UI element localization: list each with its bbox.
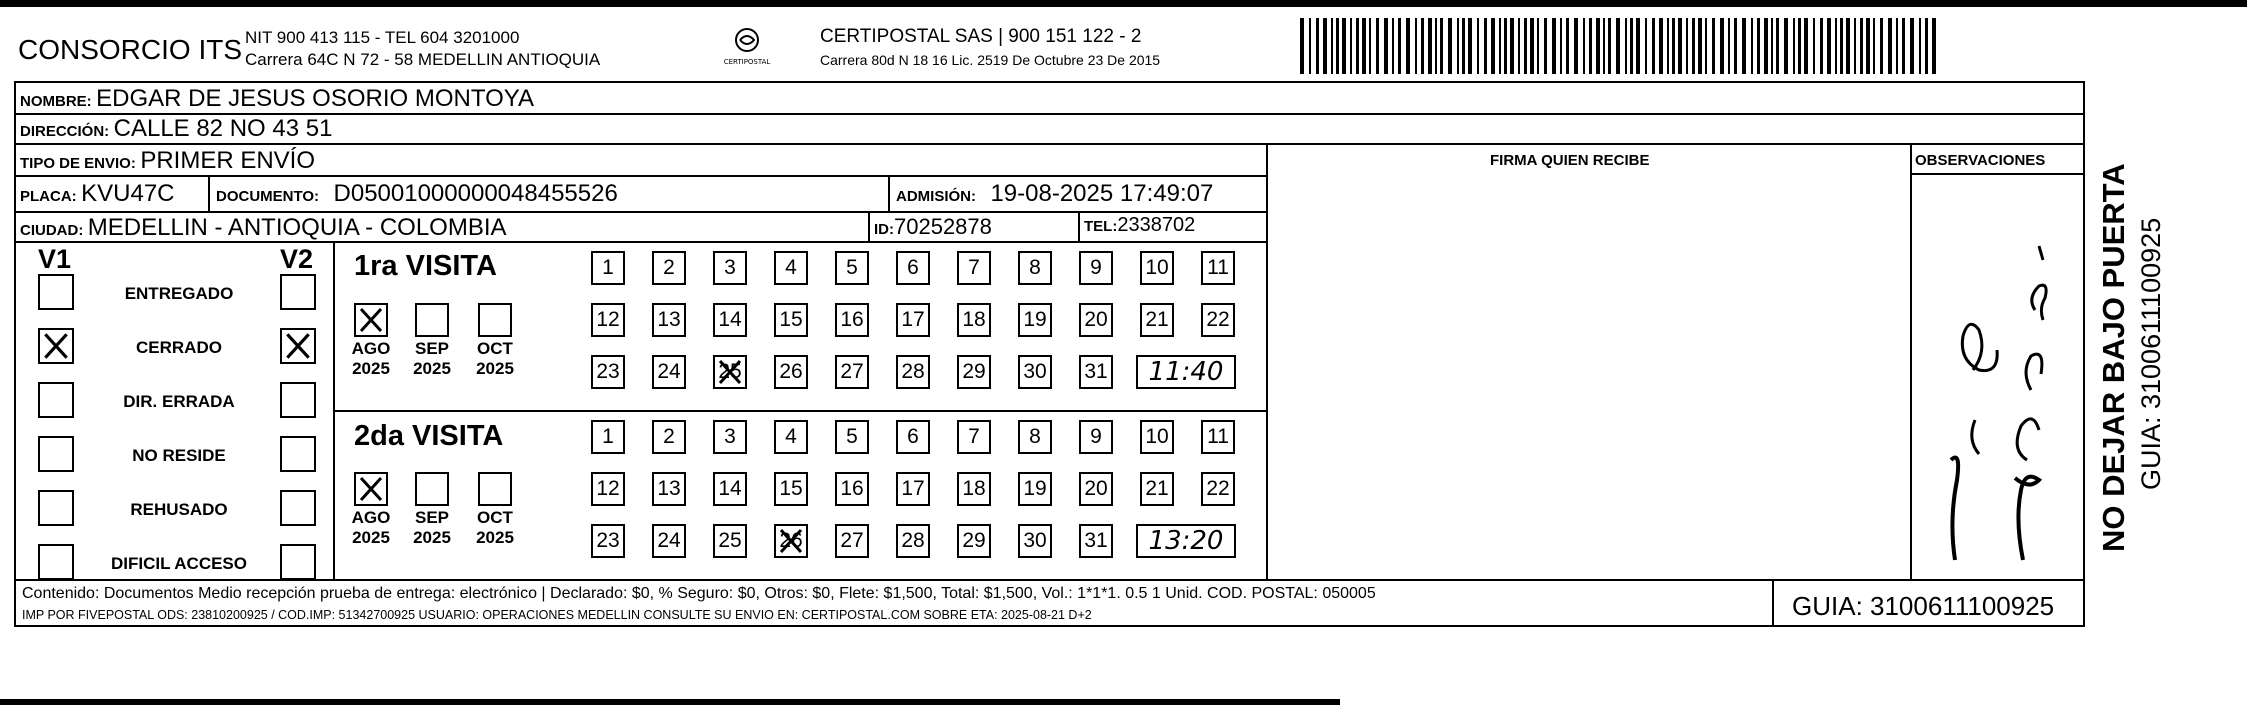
barcode-bar	[1398, 18, 1401, 74]
barcode-bar	[1583, 18, 1585, 74]
barcode-bar	[1457, 18, 1459, 74]
barcode-bar	[1705, 18, 1707, 74]
day-box[interactable]: 13	[652, 303, 686, 337]
day-box[interactable]: 8	[1018, 251, 1052, 285]
day-box[interactable]: 26	[774, 355, 808, 389]
barcode-bar	[1323, 18, 1327, 74]
day-box[interactable]: 5	[835, 251, 869, 285]
status-label: NO RESIDE	[132, 446, 226, 465]
status-label: CERRADO	[136, 338, 222, 357]
barcode-bar	[1771, 18, 1773, 74]
day-box[interactable]: 29	[957, 355, 991, 389]
barcode-bar	[1873, 18, 1875, 74]
id-row	[874, 214, 992, 240]
v1-checkbox[interactable]	[38, 436, 74, 472]
barcode-bar	[1484, 18, 1487, 74]
documento-value: D05001000000048455526	[333, 180, 618, 207]
barcode-bar	[1560, 18, 1562, 74]
barcode-bar	[1764, 18, 1768, 74]
barcode-bar	[1491, 18, 1495, 74]
day-box[interactable]: 21	[1140, 303, 1174, 337]
bottom-edge-rule	[0, 699, 1340, 705]
status-label: DIFICIL ACCESO	[110, 554, 247, 573]
day-box[interactable]: 4	[774, 251, 808, 285]
day-box[interactable]: 24	[652, 355, 686, 389]
day-box[interactable]: 12	[591, 303, 625, 337]
certipostal-license: Carrera 80d N 18 16 Lic. 2519 De Octubre 23 De 2015	[820, 52, 1161, 68]
day-box[interactable]: 7	[957, 251, 991, 285]
id-value: 70252878	[894, 214, 992, 239]
v2-checkbox[interactable]	[280, 328, 316, 364]
barcode-bar	[1820, 18, 1823, 74]
barcode-bar	[1440, 18, 1443, 74]
barcode-bar	[1574, 18, 1578, 74]
barcode-bar	[1428, 18, 1432, 74]
v2-checkbox[interactable]	[280, 544, 316, 580]
tel-row	[1084, 214, 1195, 237]
barcode-bar	[1751, 18, 1753, 74]
day-box[interactable]: 25	[713, 355, 747, 389]
day-box[interactable]: 25	[713, 524, 747, 558]
day-box[interactable]: 14	[713, 472, 747, 506]
tel-value: 2338702	[1117, 214, 1196, 236]
barcode-bar	[1589, 18, 1592, 74]
footer-contenido: Contenido: Documentos Medio recepción prueba de entrega: electrónico | Declarado: $0, % Seguro: $0, Otros: $0, Flete: $1,500, Total: $1,500, Vol.: 1*1*1. 0.5 1 Unid. COD. POSTAL: 050005	[22, 585, 1376, 602]
barcode-bar	[1356, 18, 1359, 74]
day-box[interactable]: 11	[1201, 251, 1235, 285]
day-box[interactable]: 18	[957, 472, 991, 506]
admision-row	[896, 180, 1213, 208]
barcode-bar	[1406, 18, 1410, 74]
barcode-bar	[1896, 18, 1898, 74]
barcode-bar	[1336, 18, 1339, 74]
day-box[interactable]: 20	[1079, 472, 1113, 506]
barcode-bar	[1659, 18, 1663, 74]
tipo-label: TIPO DE ENVIO:	[20, 155, 136, 172]
v1-label: V1	[38, 244, 72, 274]
barcode-bar	[1504, 18, 1507, 74]
day-box[interactable]: 3	[713, 251, 747, 285]
day-box[interactable]: 3	[713, 420, 747, 454]
barcode-bar	[1530, 18, 1534, 74]
barcode-bar	[1537, 18, 1539, 74]
day-box[interactable]: 10	[1140, 251, 1174, 285]
barcode-bar	[1793, 18, 1795, 74]
ciudad-value: MEDELLIN - ANTIOQUIA - COLOMBIA	[87, 214, 507, 241]
barcode-bar	[1728, 18, 1730, 74]
day-box[interactable]: 15	[774, 303, 808, 337]
barcode-bar	[1925, 18, 1928, 74]
v2-checkbox[interactable]	[280, 436, 316, 472]
placa-row	[20, 180, 175, 208]
month-checkbox[interactable]	[478, 472, 512, 506]
barcode-bar	[1625, 18, 1627, 74]
barcode-bar	[1846, 18, 1850, 74]
month-label	[341, 508, 401, 548]
barcode-bar	[1645, 18, 1647, 74]
day-box[interactable]: 11	[1201, 420, 1235, 454]
barcode-bar	[1384, 18, 1388, 74]
day-box[interactable]: 6	[896, 251, 930, 285]
day-box[interactable]: 22	[1201, 303, 1235, 337]
day-box[interactable]: 30	[1018, 524, 1052, 558]
footer-guia: GUIA: 3100611100925	[1792, 591, 2055, 621]
day-box[interactable]: 27	[835, 524, 869, 558]
v2-checkbox[interactable]	[280, 382, 316, 418]
month-name: OCT	[477, 508, 513, 527]
barcode-bar	[1712, 18, 1715, 74]
day-box[interactable]: 19	[1018, 472, 1052, 506]
day-box[interactable]: 10	[1140, 420, 1174, 454]
barcode-bar	[1932, 18, 1936, 74]
day-box[interactable]: 28	[896, 524, 930, 558]
barcode-bar	[1518, 18, 1520, 74]
barcode-bar	[1734, 18, 1737, 74]
day-box[interactable]: 31	[1079, 355, 1113, 389]
ciudad-row	[20, 214, 507, 242]
day-mark	[715, 357, 745, 387]
month-year: 2025	[413, 359, 451, 378]
month-year: 2025	[476, 528, 514, 547]
day-box[interactable]: 2	[652, 420, 686, 454]
visit2-title: 2da VISITA	[354, 420, 504, 452]
direccion-label: DIRECCIÓN:	[20, 123, 110, 140]
barcode-bar	[1369, 18, 1371, 74]
day-box[interactable]: 8	[1018, 420, 1052, 454]
day-box[interactable]: 21	[1140, 472, 1174, 506]
day-box[interactable]: 19	[1018, 303, 1052, 337]
month-label	[402, 339, 462, 379]
day-box[interactable]: 9	[1079, 420, 1113, 454]
status-label: ENTREGADO	[124, 284, 234, 303]
visit1-title: 1ra VISITA	[354, 250, 497, 282]
day-box[interactable]: 23	[591, 524, 625, 558]
barcode-bar	[1499, 18, 1501, 74]
side-warning: NO DEJAR BAJO PUERTA	[2096, 163, 2131, 552]
month-year: 2025	[413, 528, 451, 547]
barcode-bar	[1910, 18, 1914, 74]
day-box[interactable]: 18	[957, 303, 991, 337]
barcode-bar	[1616, 18, 1620, 74]
barcode-bar	[1630, 18, 1633, 74]
day-box[interactable]: 15	[774, 472, 808, 506]
nombre-value: EDGAR DE JESUS OSORIO MONTOYA	[96, 85, 534, 112]
status-label: REHUSADO	[130, 500, 228, 519]
month-year: 2025	[476, 359, 514, 378]
barcode-bar	[1902, 18, 1905, 74]
day-box[interactable]: 17	[896, 303, 930, 337]
v1-checkbox[interactable]	[38, 328, 74, 364]
barcode-bar	[1813, 18, 1815, 74]
day-box[interactable]: 28	[896, 355, 930, 389]
month-name: AGO	[351, 339, 391, 358]
month-label	[465, 339, 525, 379]
month-checkbox[interactable]	[478, 303, 512, 337]
day-box[interactable]: 17	[896, 472, 930, 506]
admision-label: ADMISIÓN:	[896, 188, 976, 205]
documento-label: DOCUMENTO:	[216, 188, 320, 205]
certipostal-logo	[712, 26, 782, 72]
visit-time-box[interactable]: 11:40	[1136, 355, 1236, 389]
tipo-row	[20, 147, 315, 175]
v2-checkbox[interactable]	[280, 274, 316, 310]
barcode-bar	[1888, 18, 1892, 74]
barcode	[1300, 18, 1940, 74]
barcode-bar	[1468, 18, 1472, 74]
day-box[interactable]: 14	[713, 303, 747, 337]
month-name: AGO	[351, 508, 391, 527]
barcode-bar	[1804, 18, 1808, 74]
month-checkbox[interactable]	[354, 472, 388, 506]
month-checkbox[interactable]	[415, 303, 449, 337]
company-name: CONSORCIO ITS	[18, 34, 243, 65]
top-edge-rule	[0, 0, 2247, 7]
barcode-bar	[1596, 18, 1600, 74]
day-box[interactable]: 6	[896, 420, 930, 454]
barcode-bar	[1392, 18, 1394, 74]
barcode-bar	[1462, 18, 1465, 74]
day-mark	[776, 526, 806, 556]
month-label	[465, 508, 525, 548]
v1-checkbox[interactable]	[38, 544, 74, 580]
barcode-bar	[1686, 18, 1688, 74]
barcode-bar	[1835, 18, 1837, 74]
day-box[interactable]: 7	[957, 420, 991, 454]
day-box[interactable]: 4	[774, 420, 808, 454]
day-box[interactable]: 9	[1079, 251, 1113, 285]
day-box[interactable]: 27	[835, 355, 869, 389]
direccion-row	[20, 115, 332, 143]
barcode-bar	[1854, 18, 1856, 74]
month-checkbox[interactable]	[354, 303, 388, 337]
barcode-bar	[1720, 18, 1724, 74]
barcode-bar	[1544, 18, 1547, 74]
barcode-bar	[1566, 18, 1569, 74]
observaciones-label: OBSERVACIONES	[1915, 152, 2046, 169]
barcode-bar	[1510, 18, 1514, 74]
day-box[interactable]: 16	[835, 472, 869, 506]
day-box[interactable]: 22	[1201, 472, 1235, 506]
v1-checkbox[interactable]	[38, 382, 74, 418]
company-nit: NIT 900 413 115 - TEL 604 3201000	[245, 28, 520, 47]
day-box[interactable]: 2	[652, 251, 686, 285]
barcode-bar	[1603, 18, 1605, 74]
month-label	[341, 339, 401, 379]
direccion-value: CALLE 82 NO 43 51	[113, 115, 333, 142]
v1-checkbox[interactable]	[38, 490, 74, 526]
v2-label: V2	[280, 244, 314, 274]
nombre-row	[20, 85, 534, 113]
barcode-bar	[1784, 18, 1788, 74]
barcode-bar	[1692, 18, 1695, 74]
tipo-value: PRIMER ENVÍO	[140, 147, 316, 174]
ciudad-label: CIUDAD:	[20, 222, 84, 239]
month-label	[402, 508, 462, 548]
barcode-bar	[1678, 18, 1682, 74]
barcode-bar	[1667, 18, 1669, 74]
logo-text: CERTIPOSTAL	[723, 58, 771, 66]
day-box[interactable]: 12	[591, 472, 625, 506]
barcode-bar	[1757, 18, 1760, 74]
barcode-bar	[1866, 18, 1870, 74]
barcode-bar	[1300, 18, 1304, 74]
admision-value: 19-08-2025 17:49:07	[990, 180, 1214, 207]
certipostal-info: CERTIPOSTAL SAS | 900 151 122 - 2	[820, 26, 1142, 47]
barcode-bar	[1342, 18, 1346, 74]
documento-row	[216, 180, 618, 208]
month-checkbox[interactable]	[415, 472, 449, 506]
barcode-bar	[1776, 18, 1779, 74]
barcode-bar	[1477, 18, 1479, 74]
company-address: Carrera 64C N 72 - 58 MEDELLIN ANTIOQUIA	[245, 50, 601, 69]
barcode-bar	[1350, 18, 1352, 74]
barcode-bar	[1798, 18, 1801, 74]
barcode-bar	[1309, 18, 1311, 74]
day-box[interactable]: 1	[591, 420, 625, 454]
observaciones-handwriting	[1915, 220, 2075, 575]
barcode-bar	[1316, 18, 1319, 74]
barcode-bar	[1608, 18, 1611, 74]
month-year: 2025	[352, 528, 390, 547]
side-guia: GUIA: 3100611100925	[2136, 217, 2166, 490]
placa-value: KVU47C	[81, 180, 175, 207]
barcode-bar	[1415, 18, 1417, 74]
visit-time-box[interactable]: 13:20	[1136, 524, 1236, 558]
footer-imp: IMP POR FIVEPOSTAL ODS: 23810200925 / COD.IMP: 51342700925 USUARIO: OPERACIONES MEDELLIN CONSULTE SU ENVIO EN: CERTIPOSTAL.COM SOBRE ETA: 2025-08-21 D+2	[22, 608, 1092, 622]
day-box[interactable]: 23	[591, 355, 625, 389]
barcode-bar	[1331, 18, 1333, 74]
placa-label: PLACA:	[20, 188, 77, 205]
day-box[interactable]: 20	[1079, 303, 1113, 337]
barcode-bar	[1672, 18, 1675, 74]
day-box[interactable]: 16	[835, 303, 869, 337]
day-box[interactable]: 24	[652, 524, 686, 558]
day-box[interactable]: 30	[1018, 355, 1052, 389]
month-name: SEP	[414, 508, 450, 527]
barcode-bar	[1827, 18, 1831, 74]
day-box[interactable]: 31	[1079, 524, 1113, 558]
barcode-bar	[1376, 18, 1379, 74]
barcode-bar	[1552, 18, 1556, 74]
barcode-bar	[1742, 18, 1746, 74]
v2-checkbox[interactable]	[280, 490, 316, 526]
barcode-bar	[1698, 18, 1702, 74]
barcode-bar	[1652, 18, 1655, 74]
day-box[interactable]: 13	[652, 472, 686, 506]
month-year: 2025	[352, 359, 390, 378]
barcode-bar	[1448, 18, 1452, 74]
firma-label: FIRMA QUIEN RECIBE	[1490, 152, 1650, 169]
month-name: OCT	[477, 339, 513, 358]
day-box[interactable]: 5	[835, 420, 869, 454]
id-label: ID:	[874, 221, 894, 238]
tel-label: TEL:	[1084, 218, 1118, 235]
barcode-bar	[1860, 18, 1863, 74]
barcode-bar	[1435, 18, 1437, 74]
day-box[interactable]: 26	[774, 524, 808, 558]
barcode-bar	[1840, 18, 1843, 74]
barcode-bar	[1421, 18, 1424, 74]
day-box[interactable]: 29	[957, 524, 991, 558]
barcode-bar	[1919, 18, 1921, 74]
day-box[interactable]: 1	[591, 251, 625, 285]
status-label: DIR. ERRADA	[123, 392, 235, 411]
barcode-bar	[1524, 18, 1527, 74]
v1-checkbox[interactable]	[38, 274, 74, 310]
barcode-bar	[1362, 18, 1366, 74]
barcode-bar	[1880, 18, 1883, 74]
month-name: SEP	[414, 339, 450, 358]
barcode-bar	[1636, 18, 1640, 74]
nombre-label: NOMBRE:	[20, 93, 92, 110]
